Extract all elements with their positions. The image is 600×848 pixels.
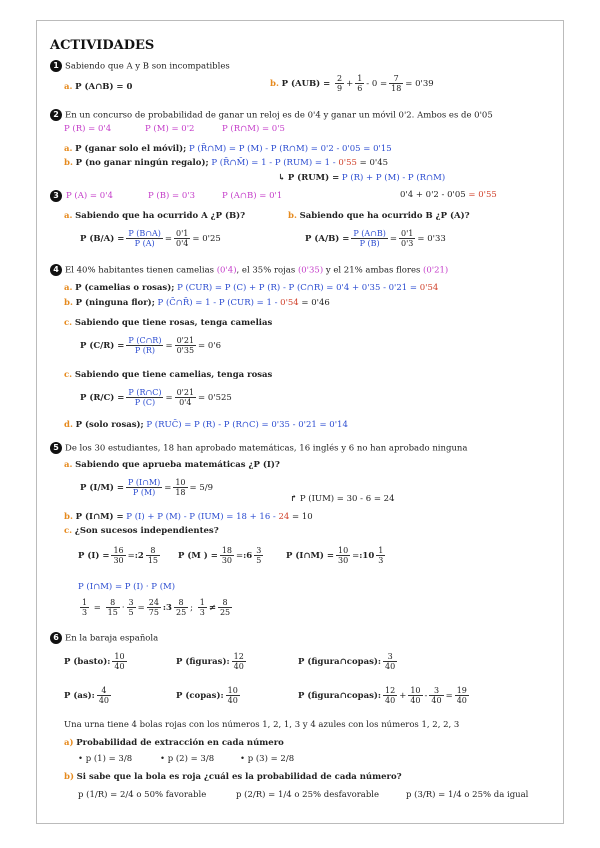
s6-figuras: P (figuras): $\frac{12}{40}$	[176, 652, 244, 672]
s3-formula-ba: P (B/A) = $\frac{P (B\cap A)}{P (A)}$ = $\frac{0'1}{0'4}$ = 0'25	[80, 229, 221, 249]
s6-r3: p (3/R) = 1/4 o 25% da igual	[406, 790, 529, 800]
s5-ium: ↱ P (IUM) = 30 - 6 = 24	[290, 494, 395, 504]
s5-formula-im: P (I/M) = $\frac{P (I\cap M)}{P (M)}$ = $\frac{10}{18}$ = 5/9	[80, 478, 214, 498]
page-title: ACTIVIDADES	[50, 38, 155, 53]
s5-pim: P (I∩M) = $\frac{10}{30}$ =:10 $\frac{1}{3}$	[286, 546, 384, 566]
s4-c2: c. Sabiendo que tiene camelias, tenga rosas	[64, 370, 273, 380]
fraction: $\frac{1}{6}$	[357, 74, 363, 94]
s3-formula-ab: P (A/B) = $\frac{P (A\cap B)}{P (B)}$ = $\frac{0'1}{0'3}$ = 0'33	[305, 229, 446, 249]
s6-p2: • p (2) = 3/8	[160, 754, 215, 764]
s6-figcopas2: P (figura∩copas): $\frac{12}{40}$ + $\frac{10}{40}$ - $\frac{3}{40}$ = $\frac{19}{40}$	[298, 686, 467, 706]
s6-p3: • p (3) = 2/8	[240, 754, 295, 764]
s2-calc: 0'4 + 0'2 - 0'05 = 0'55	[400, 190, 497, 200]
section-5-header: 5 De los 30 estudiantes, 18 han aprobado matemáticas, 16 inglés y 6 no han aprobado ninguna	[50, 442, 467, 454]
section-number: 5	[50, 442, 62, 454]
s2-pr: P (R) = 0'4	[64, 124, 112, 134]
s3-b: b. Sabiendo que ha ocurrido B ¿P (A)?	[288, 211, 470, 221]
section-number: 4	[50, 264, 62, 276]
s3-a: a. Sabiendo que ha ocurrido A ¿P (B)?	[64, 211, 246, 221]
s1-a: a. P (A∩B) = 0	[64, 82, 133, 92]
s2-prm: P (R∩M) = 0'5	[222, 124, 285, 134]
s6-urna: Una urna tiene 4 bolas rojas con los números 1, 2, 1, 3 y 4 azules con los números 1, 2, 2, 3	[64, 720, 460, 730]
s5-a: a. Sabiendo que aprueba matemáticas ¿P (I)?	[64, 460, 280, 470]
section-1-header	[50, 60, 230, 72]
section-number: 2	[50, 109, 62, 121]
s6-figcopas: P (figura∩copas): $\frac{3}{40}$	[298, 652, 396, 672]
section-2-text: En un concurso de probabilidad de ganar un reloj es de 0'4 y ganar un móvil 0'2. Ambos es de 0'05	[65, 110, 493, 121]
section-6-header: 6 En la baraja española	[50, 632, 158, 644]
s5-pm: P (M ) = $\frac{18}{30}$ =:6 $\frac{3}{5}$	[178, 546, 262, 566]
fraction: $\frac{7}{18}$	[391, 74, 402, 94]
s4-formula-cr: P (C/R) = $\frac{P (C\cap R)}{P (R)}$ = $\frac{0'21}{0'35}$ = 0'6	[80, 336, 222, 356]
s2-b: b. P (no ganar ningún regalo); P (R̄∩M̄) = 1 - P (RUM) = 1 - 0'55 = 0'45	[64, 158, 389, 168]
section-4-header: 4 El 40% habitantes tienen camelias (0'4), el 35% rojas (0'35) y el 21% ambas flores (0'21)	[50, 264, 448, 276]
s4-b: b. P (ninguna flor); P (C̄∩R̄) = 1 - P (CUR) = 1 - 0'54 = 0'46	[64, 298, 330, 308]
s6-r2: p (2/R) = 1/4 o 25% desfavorable	[236, 790, 380, 800]
s6-as: P (as): $\frac{4}{40}$	[64, 686, 110, 706]
section-2-header	[50, 109, 493, 121]
s6-copas: P (copas): $\frac{10}{40}$	[176, 686, 238, 706]
s3-pa: P (A) = 0'4	[66, 191, 113, 201]
s3-pab: P (A∩B) = 0'1	[222, 191, 283, 201]
s1-b: b. P (AUB) = $\frac{2}{9}$ + $\frac{1}{6}$ - 0 = $\frac{7}{18}$ = 0'39	[270, 74, 434, 94]
section-number: 3	[50, 190, 62, 202]
s2-rum: ↳ P (RUM) = P (R) + P (M) - P (R∩M)	[278, 173, 446, 183]
s5-indep: P (I∩M) = P (I) · P (M)	[78, 582, 176, 592]
s5-pi: P (I) = $\frac{16}{30}$ =:2 $\frac{8}{15}$	[78, 546, 159, 566]
s4-c: c. Sabiendo que tiene rosas, tenga camelias	[64, 318, 273, 328]
s5-b: b. P (I∩M) = P (I) + P (M) - P (IUM) = 18 + 16 - 24 = 10	[64, 512, 313, 522]
s4-a: a. P (camelias o rosas); P (CUR) = P (C) + P (R) - P (C∩R) = 0'4 + 0'35 - 0'21 = 0'54	[64, 283, 439, 293]
fraction: $\frac{2}{9}$	[336, 74, 343, 94]
s3-pb: P (B) = 0'3	[148, 191, 195, 201]
s6-p1: • p (1) = 3/8	[78, 754, 133, 764]
s5-c: c. ¿Son sucesos independientes?	[64, 526, 219, 536]
s4-formula-rc: P (R/C) = $\frac{P (R\cap C)}{P (C)}$ = $\frac{0'21}{0'4}$ = 0'525	[80, 388, 232, 408]
s4-d: d. P (solo rosas); P (RUC̄) = P (R) - P (R∩C) = 0'35 - 0'21 = 0'14	[64, 420, 348, 430]
s5-indep-calc: $\frac{1}{3}$ = $\frac{8}{15}$ · $\frac{3}{5}$ = $\frac{24}{75}$ :3 $\frac{8}{25}$ ; $\frac{1}{3}$ ≠ $\frac{8}{25}$	[82, 598, 231, 618]
section-number: 6	[50, 632, 62, 644]
s6-b: b) Si sabe que la bola es roja ¿cuál es la probabilidad de cada número?	[64, 772, 402, 782]
s2-pm: P (M) = 0'2	[145, 124, 195, 134]
s6-a: a) Probabilidad de extracción en cada número	[64, 738, 284, 748]
s6-r1: p (1/R) = 2/4 o 50% favorable	[78, 790, 207, 800]
section-number: 1	[50, 60, 62, 72]
s6-basto: P (basto): $\frac{10}{40}$	[64, 652, 125, 672]
section-1-text: Sabiendo que A y B son incompatibles	[65, 61, 230, 72]
section-3-header	[50, 190, 65, 202]
s2-a: a. P (ganar solo el móvil); P (R̄∩M) = P (M) - P (R∩M) = 0'2 - 0'05 = 0'15	[64, 144, 392, 154]
